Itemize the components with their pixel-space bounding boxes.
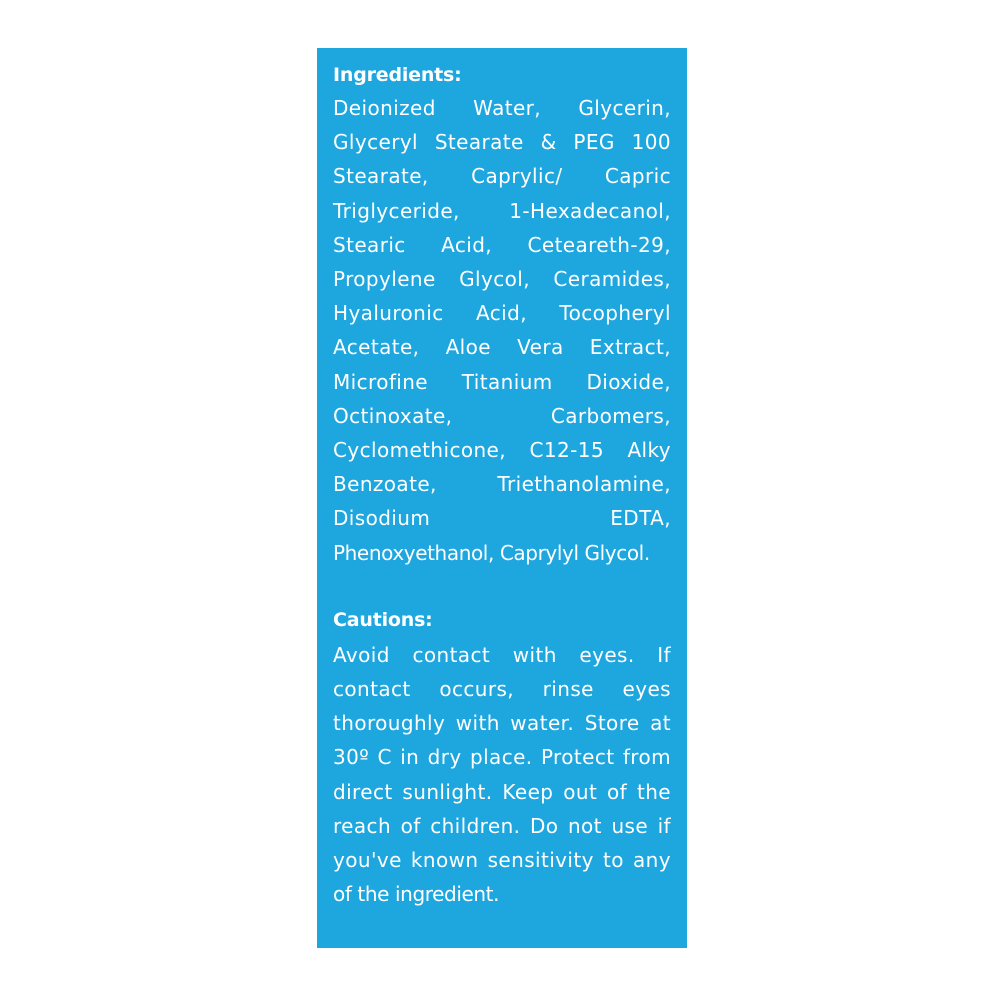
ingredients-line: Disodium EDTA, bbox=[333, 506, 671, 531]
cautions-line: contact occurs, rinse eyes bbox=[333, 677, 671, 702]
ingredients-list bbox=[333, 91, 687, 570]
cautions-line: of the ingredient. bbox=[333, 882, 500, 907]
cautions-line: you've known sensitivity to any bbox=[333, 848, 671, 873]
cautions-line: thoroughly with water. Store at bbox=[333, 711, 671, 736]
ingredients-line: Glyceryl Stearate & PEG 100 bbox=[333, 130, 671, 155]
ingredients-line: Propylene Glycol, Ceramides, bbox=[333, 267, 671, 292]
ingredients-line: Benzoate, Triethanolamine, bbox=[333, 472, 671, 497]
cautions-line: 30º C in dry place. Protect from bbox=[333, 745, 671, 770]
ingredients-line: Phenoxyethanol, Caprylyl Glycol. bbox=[333, 540, 650, 565]
product-label-panel bbox=[317, 48, 687, 948]
ingredients-line: Acetate, Aloe Vera Extract, bbox=[333, 335, 671, 360]
ingredients-line: Stearate, Caprylic/ Capric bbox=[333, 164, 671, 189]
ingredients-line: Octinoxate, Carbomers, bbox=[333, 403, 671, 428]
ingredients-line: Cyclomethicone, C12-15 Alky bbox=[333, 438, 671, 463]
ingredients-line: Hyaluronic Acid, Tocopheryl bbox=[333, 301, 671, 326]
ingredients-line: Stearic Acid, Ceteareth-29, bbox=[333, 232, 671, 257]
cautions-heading: Cautions: bbox=[333, 608, 433, 631]
cautions-line: direct sunlight. Keep out of the bbox=[333, 779, 671, 804]
cautions-line: reach of children. Do not use if bbox=[333, 813, 671, 838]
ingredients-heading: Ingredients: bbox=[333, 64, 462, 86]
ingredients-line: Deionized Water, Glycerin, bbox=[333, 96, 671, 120]
ingredients-line: Triglyceride, 1-Hexadecanol, bbox=[333, 198, 671, 223]
cautions-list bbox=[333, 638, 687, 912]
ingredients-line: Microfine Titanium Dioxide, bbox=[333, 369, 671, 394]
cautions-line: Avoid contact with eyes. If bbox=[333, 642, 671, 667]
